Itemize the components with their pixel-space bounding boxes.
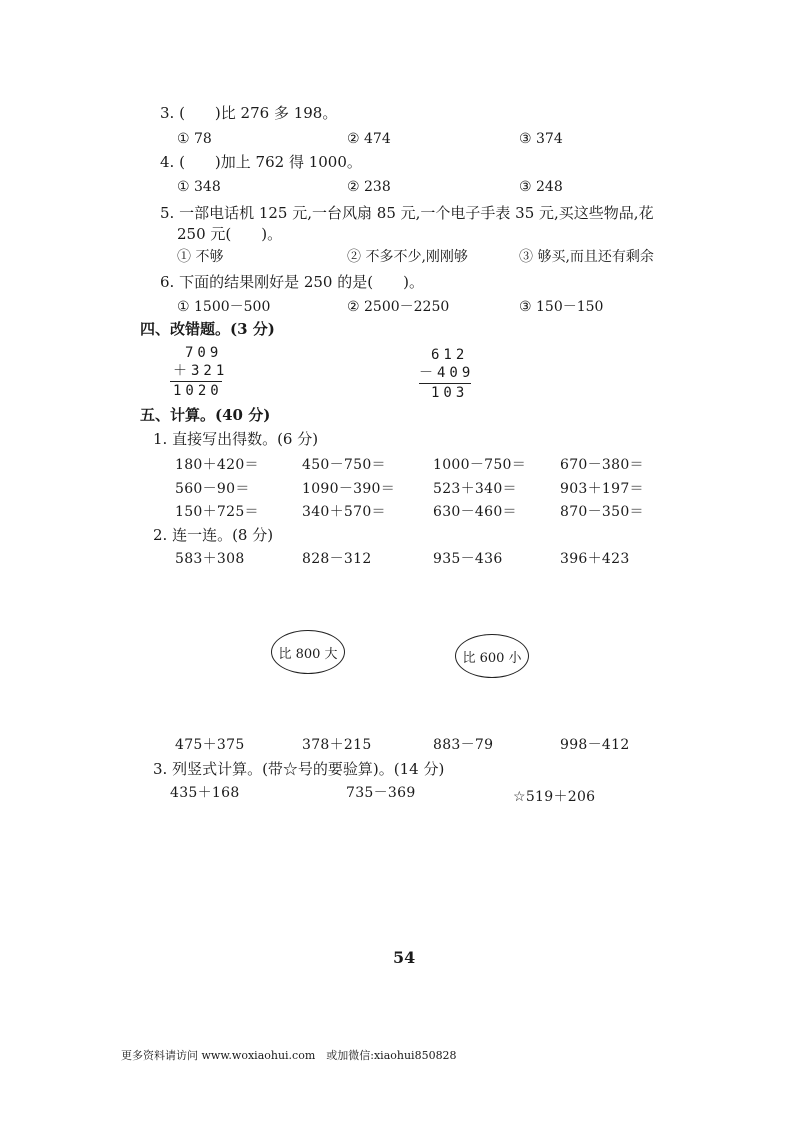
question-3-option-3: ③ 374 <box>519 131 563 147</box>
vertical-calc-1: 435＋168 <box>170 785 240 801</box>
correction-1-top: 709 <box>185 345 223 361</box>
question-5-option-3: ③ 够买,而且还有剩余 <box>519 249 654 265</box>
correction-1-rule <box>170 381 222 382</box>
question-4-stem: 4. ( )加上 762 得 1000。 <box>160 153 362 171</box>
calc-r3-c1: 150＋725＝ <box>175 504 259 520</box>
match-top-1: 583＋308 <box>175 551 245 567</box>
correction-1-operand: ＋321 <box>173 363 229 379</box>
part-1-title: 1. 直接写出得数。(6 分) <box>153 430 319 448</box>
calc-r2-c2: 1090－390＝ <box>302 481 396 497</box>
correction-2-top: 612 <box>431 347 469 363</box>
footer-text: 更多资料请访问 www.woxiaohui.com 或加微信:xiaohui850828 <box>121 1049 457 1062</box>
vertical-calc-2: 735－369 <box>346 785 416 801</box>
question-4-option-3: ③ 248 <box>519 179 563 195</box>
calc-r1-c1: 180＋420＝ <box>175 457 259 473</box>
oval-less-than-600: 比 600 小 <box>455 634 529 678</box>
calc-r1-c4: 670－380＝ <box>560 457 644 473</box>
question-5-option-1: ① 不够 <box>177 249 224 265</box>
correction-2-operand: －409 <box>419 365 475 381</box>
calc-r2-c3: 523＋340＝ <box>433 481 517 497</box>
match-top-2: 828－312 <box>302 551 372 567</box>
correction-1-result: 1020 <box>173 383 223 399</box>
match-bottom-2: 378＋215 <box>302 737 372 753</box>
calc-r3-c2: 340＋570＝ <box>302 504 386 520</box>
question-5-option-2: ② 不多不少,刚刚够 <box>347 249 468 265</box>
calc-r2-c1: 560－90＝ <box>175 481 250 497</box>
match-bottom-3: 883－79 <box>433 737 494 753</box>
part-3-title: 3. 列竖式计算。(带☆号的要验算)。(14 分) <box>153 760 445 778</box>
question-3-stem: 3. ( )比 276 多 198。 <box>160 104 338 122</box>
part-2-title: 2. 连一连。(8 分) <box>153 526 274 544</box>
question-5-stem: 5. 一部电话机 125 元,一台风扇 85 元,一个电子手表 35 元,买这些物品,花 <box>160 204 654 222</box>
match-bottom-4: 998－412 <box>560 737 630 753</box>
calc-r1-c3: 1000－750＝ <box>433 457 527 473</box>
question-3-option-2: ② 474 <box>347 131 391 147</box>
section-4-title: 四、改错题。(3 分) <box>140 320 275 338</box>
match-top-4: 396＋423 <box>560 551 630 567</box>
calc-r1-c2: 450－750＝ <box>302 457 386 473</box>
match-top-3: 935－436 <box>433 551 503 567</box>
question-6-option-1: ① 1500－500 <box>177 299 271 315</box>
calc-r3-c4: 870－350＝ <box>560 504 644 520</box>
question-6-option-2: ② 2500－2250 <box>347 299 450 315</box>
vertical-calc-3-verify: ☆519＋206 <box>513 789 596 805</box>
page-number: 54 <box>393 948 416 967</box>
section-5-title: 五、计算。(40 分) <box>140 406 271 424</box>
question-6-stem: 6. 下面的结果刚好是 250 的是( )。 <box>160 273 424 291</box>
question-6-option-3: ③ 150－150 <box>519 299 604 315</box>
question-3-option-1: ① 78 <box>177 131 212 147</box>
correction-2-rule <box>419 383 471 384</box>
calc-r3-c3: 630－460＝ <box>433 504 517 520</box>
question-4-option-1: ① 348 <box>177 179 221 195</box>
correction-2-result: 103 <box>431 385 469 401</box>
match-bottom-1: 475＋375 <box>175 737 245 753</box>
calc-r2-c4: 903＋197＝ <box>560 481 644 497</box>
question-4-option-2: ② 238 <box>347 179 391 195</box>
question-5-stem-cont: 250 元( )。 <box>177 225 283 243</box>
oval-greater-than-800: 比 800 大 <box>271 630 345 674</box>
